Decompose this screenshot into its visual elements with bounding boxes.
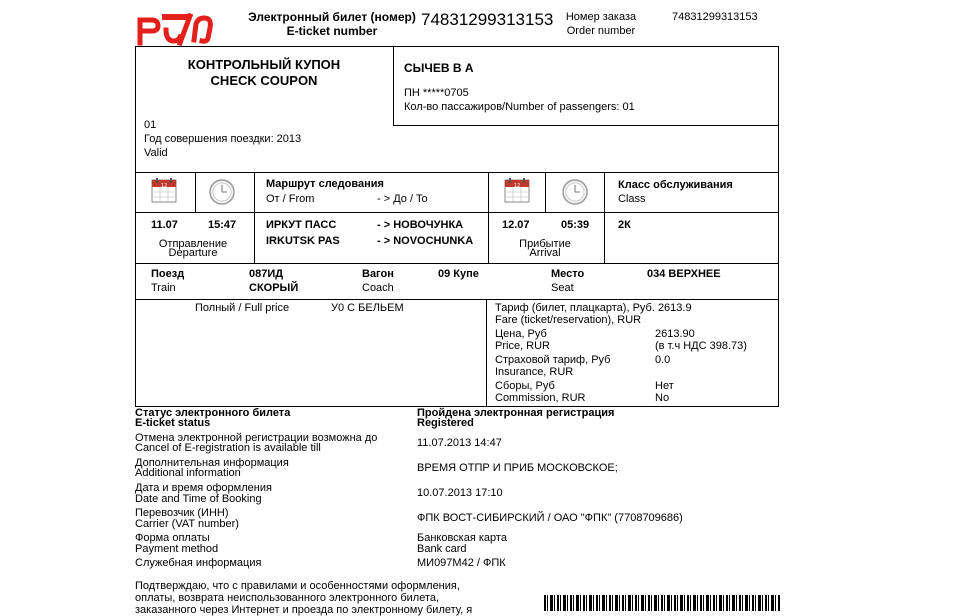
bedding-label: У0 С БЕЛЬЕМ bbox=[331, 302, 404, 314]
additional-info-label-en: Additional information bbox=[135, 467, 241, 479]
eticket-label-en: E-ticket number bbox=[286, 24, 378, 38]
departure-time: 15:47 bbox=[208, 219, 237, 231]
status-label-en: E-ticket status bbox=[135, 417, 211, 429]
carrier-label-ru: Перевозчик (ИНН) bbox=[135, 507, 229, 519]
booking-date-label-en: Date and Time of Booking bbox=[135, 493, 262, 505]
coupon-title-ru: КОНТРОЛЬНЫЙ КУПОН bbox=[187, 57, 341, 72]
route-to-en: - > NOVOCHUNKA bbox=[377, 235, 474, 247]
clock-icon bbox=[208, 178, 236, 206]
fare-ru: Тариф (билет, плацкарта), Руб. 2613.9 bbox=[495, 302, 692, 314]
class-label-en: Class bbox=[618, 193, 646, 205]
footer-line-1: Подтверждаю, что с правилами и особенностями оформления, bbox=[135, 580, 460, 592]
rzd-logo bbox=[136, 10, 216, 46]
passenger-document: ПН *****0705 bbox=[404, 87, 469, 99]
route-to-ru: - > НОВОЧУНКА bbox=[377, 219, 464, 231]
seat-label-ru: Место bbox=[551, 268, 585, 280]
valid-label: Valid bbox=[144, 147, 168, 159]
seat-label-en: Seat bbox=[551, 282, 574, 294]
additional-info-label-ru: Дополнительная информация bbox=[135, 457, 289, 469]
insurance-label-en: Insurance, RUR bbox=[495, 366, 574, 378]
order-number: 74831299313153 bbox=[672, 11, 758, 23]
route-header: Маршрут следования bbox=[266, 178, 384, 190]
route-from-ru: ИРКУТ ПАСС bbox=[266, 219, 337, 231]
departure-label-en: Departure bbox=[168, 247, 218, 259]
calendar-icon bbox=[504, 178, 530, 204]
passenger-name: СЫЧЕВ В А bbox=[404, 61, 474, 75]
train-number: 087ИД bbox=[249, 268, 284, 280]
train-type: СКОРЫЙ bbox=[249, 282, 299, 294]
status-label-ru: Статус электронного билета bbox=[135, 407, 291, 419]
eticket-number: 74831299313153 bbox=[421, 10, 554, 29]
carrier-label-en: Carrier (VAT number) bbox=[135, 518, 239, 530]
trip-year: Год совершения поездки: 2013 bbox=[144, 133, 302, 145]
service-info-label: Служебная информация bbox=[135, 557, 262, 569]
coupon-code: 01 bbox=[144, 119, 157, 131]
price-label-ru: Цена, Руб bbox=[495, 328, 547, 340]
status-value-ru: Пройдена электронная регистрация bbox=[417, 407, 615, 419]
coach-value: 09 Купе bbox=[438, 268, 479, 280]
commission-label-en: Commission, RUR bbox=[495, 392, 586, 404]
coupon-title-en: CHECK COUPON bbox=[210, 73, 318, 88]
passenger-count: Кол-во пассажиров/Number of passengers: 01 bbox=[404, 101, 635, 113]
arrival-date: 12.07 bbox=[502, 219, 530, 231]
additional-info-value: ВРЕМЯ ОТПР И ПРИБ МОСКОВСКОЕ; bbox=[417, 462, 618, 474]
payment-value-en: Bank card bbox=[417, 543, 467, 555]
booking-date-value: 10.07.2013 17:10 bbox=[417, 487, 503, 499]
order-label-en: Order number bbox=[566, 25, 636, 37]
train-label-en: Train bbox=[151, 282, 176, 294]
coach-label-ru: Вагон bbox=[362, 268, 394, 280]
svg-text:12: 12 bbox=[160, 183, 168, 189]
calendar-icon bbox=[151, 178, 177, 204]
departure-date: 11.07 bbox=[151, 219, 178, 231]
carrier-value: ФПК ВОСТ-СИБИРСКИЙ / ОАО "ФПК" (7708709686) bbox=[417, 512, 683, 524]
service-info-value: МИ097М42 / ФПК bbox=[417, 557, 506, 569]
svg-text:12: 12 bbox=[513, 183, 521, 189]
class-label-ru: Класс обслуживания bbox=[618, 179, 733, 191]
cancel-reg-label-en: Cancel of E-registration is available till bbox=[135, 442, 321, 454]
booking-date-label-ru: Дата и время оформления bbox=[135, 482, 272, 494]
full-price-label: Полный / Full price bbox=[195, 302, 290, 314]
eticket-label-ru: Электронный билет (номер) bbox=[248, 10, 416, 24]
commission-value-en: No bbox=[655, 392, 670, 404]
class-value: 2К bbox=[618, 219, 631, 231]
footer-line-2: оплаты, возврата неиспользованного электронного билета, bbox=[135, 592, 440, 604]
arrival-label-ru: Прибытие bbox=[519, 238, 571, 250]
commission-label-ru: Сборы, Руб bbox=[495, 380, 555, 392]
route-from-label: От / From bbox=[266, 193, 315, 205]
vat-value: (в т.ч НДС 398.73) bbox=[655, 340, 747, 352]
route-to-label: - > До / To bbox=[377, 193, 428, 205]
commission-value-ru: Нет bbox=[655, 380, 674, 392]
footer-line-3: заказанного через Интернет и проезда по электронному билету, я bbox=[135, 604, 473, 616]
insurance-value: 0.0 bbox=[655, 354, 671, 366]
arrival-time: 05:39 bbox=[561, 219, 590, 231]
payment-label-en: Payment method bbox=[135, 543, 219, 555]
route-from-en: IRKUTSK PAS bbox=[266, 235, 340, 247]
price-value: 2613.90 bbox=[655, 328, 695, 340]
payment-value-ru: Банковская карта bbox=[417, 532, 507, 544]
clock-icon bbox=[561, 178, 589, 206]
price-label-en: Price, RUR bbox=[495, 340, 551, 352]
seat-value: 034 ВЕРХНЕЕ bbox=[647, 268, 721, 280]
arrival-label-en: Arrival bbox=[529, 247, 561, 259]
barcode bbox=[544, 595, 780, 611]
cancel-reg-value: 11.07.2013 14:47 bbox=[417, 437, 502, 449]
status-value-en: Registered bbox=[417, 417, 474, 429]
order-label-ru: Номер заказа bbox=[565, 11, 637, 23]
price-block bbox=[135, 299, 779, 407]
train-label-ru: Поезд bbox=[151, 268, 185, 280]
insurance-label-ru: Страховой тариф, Руб bbox=[495, 354, 611, 366]
coach-label-en: Coach bbox=[362, 282, 394, 294]
departure-label-ru: Отправление bbox=[158, 238, 228, 250]
passenger-box bbox=[393, 46, 779, 126]
fare-en: Fare (ticket/reservation), RUR bbox=[495, 314, 642, 326]
payment-label-ru: Форма оплаты bbox=[135, 532, 210, 544]
cancel-reg-label-ru: Отмена электронной регистрации возможна до bbox=[135, 432, 378, 444]
